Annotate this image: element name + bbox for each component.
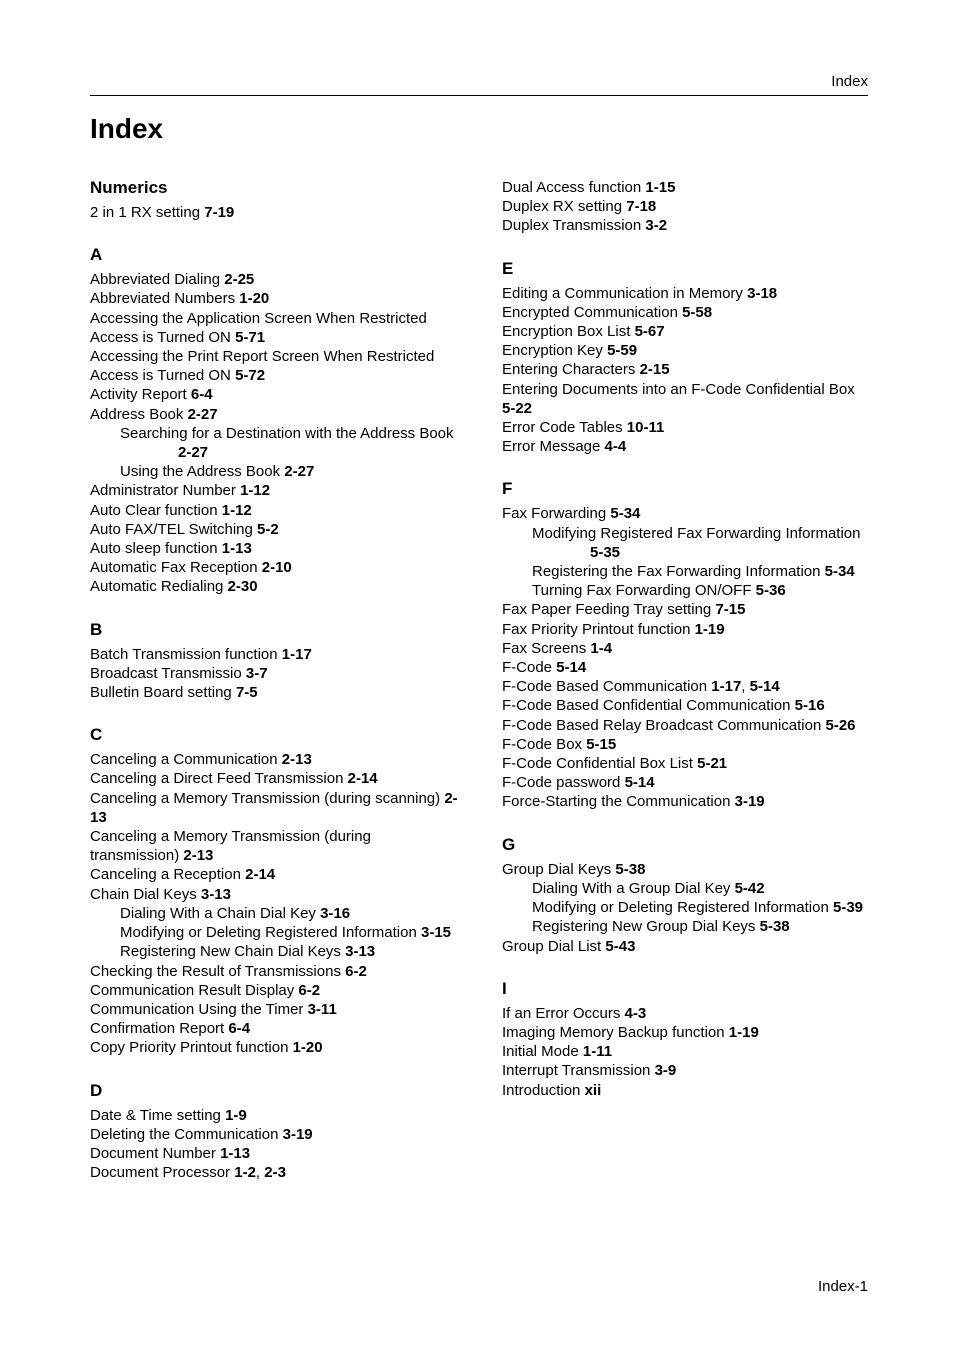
entry-term: F-Code xyxy=(502,659,553,677)
section-heading: D xyxy=(90,1080,103,1100)
entry-term: Batch Transmission function xyxy=(90,645,278,663)
page-reference: 4-3 xyxy=(624,1004,647,1022)
page-reference: 2-30 xyxy=(227,578,258,596)
index-subentry xyxy=(502,562,872,581)
entry-term: Administrator Number xyxy=(90,482,236,500)
index-entry xyxy=(502,1004,872,1023)
index-entry xyxy=(90,405,460,424)
index-entry xyxy=(90,309,460,347)
entry-term: Dual Access function xyxy=(502,179,642,196)
entry-term: Editing a Communication in Memory xyxy=(502,284,743,302)
page-reference: 7-15 xyxy=(715,601,746,619)
index-entry xyxy=(502,178,872,197)
entry-term: Initial Mode xyxy=(502,1043,579,1061)
page-reference: 1-20 xyxy=(292,1039,323,1057)
entry-term: Accessing the Print Report Screen When Restricted Access is Turned ON xyxy=(90,348,435,385)
page-reference: 6-4 xyxy=(228,1020,251,1038)
page-reference: 5-2 xyxy=(257,520,279,538)
index-entry xyxy=(90,769,460,788)
page-reference: 7-18 xyxy=(626,198,657,216)
index-entry xyxy=(90,645,460,664)
index-entry xyxy=(502,284,872,303)
index-entry xyxy=(502,937,872,956)
page-reference: 1-12 xyxy=(240,482,271,500)
index-entry xyxy=(90,1019,460,1038)
page-reference: 1-11 xyxy=(582,1043,613,1061)
page-reference: 6-2 xyxy=(345,962,367,980)
page-reference: 3-9 xyxy=(654,1062,677,1080)
entry-term: Fax Priority Printout function xyxy=(502,620,691,638)
section-heading: A xyxy=(90,245,103,265)
page-reference: 3-13 xyxy=(345,943,376,961)
index-section xyxy=(502,979,872,1100)
index-entry xyxy=(502,418,872,437)
index-entry xyxy=(502,1061,872,1080)
page-reference: 2-3 xyxy=(264,1164,286,1182)
entry-term: Abbreviated Numbers xyxy=(90,290,236,308)
index-entry xyxy=(90,385,460,404)
page-title: Index xyxy=(90,113,164,144)
entry-term: Copy Priority Printout function xyxy=(90,1039,289,1057)
page-reference: xii xyxy=(584,1081,602,1099)
index-subentry xyxy=(90,942,460,961)
entry-term: Automatic Redialing xyxy=(90,578,224,596)
page-reference: 5-14 xyxy=(749,678,780,696)
page-reference: 7-5 xyxy=(235,684,258,702)
page-reference: 5-34 xyxy=(824,563,855,581)
entry-term: Fax Paper Feeding Tray setting xyxy=(502,601,712,619)
page-reference: 3-2 xyxy=(645,217,668,235)
page-reference: 1-2 xyxy=(234,1164,256,1182)
page-reference: 2-27 xyxy=(178,444,209,462)
index-entry xyxy=(502,322,872,341)
entry-term: Canceling a Communication xyxy=(90,751,278,769)
index-section xyxy=(502,178,872,236)
index-entry xyxy=(90,683,460,702)
page-reference: 3-15 xyxy=(421,924,452,942)
index-entry xyxy=(502,197,872,216)
page-reference: 1-9 xyxy=(225,1106,247,1124)
page-reference: 5-15 xyxy=(586,735,617,753)
page-reference: 5-16 xyxy=(794,697,825,715)
entry-term: F-Code password xyxy=(502,774,621,792)
index-entry xyxy=(502,792,872,811)
page-reference: 1-19 xyxy=(728,1023,759,1041)
section-heading: C xyxy=(90,725,103,745)
entry-term: Auto Clear function xyxy=(90,501,218,519)
entry-term: Communication Using the Timer xyxy=(90,1000,304,1018)
page-reference: 5-38 xyxy=(615,860,646,878)
entry-term: Fax Screens xyxy=(502,639,587,657)
entry-term: Activity Report xyxy=(90,386,187,404)
entry-term: Automatic Fax Reception xyxy=(90,559,258,577)
index-column-right xyxy=(502,178,872,1100)
index-entry xyxy=(90,750,460,769)
entry-term: Using the Address Book xyxy=(120,463,281,481)
page-reference: 5-38 xyxy=(759,918,790,936)
index-column-left xyxy=(90,178,460,1182)
index-subentry xyxy=(90,462,460,481)
index-entry: Document Processor 1-2, 2-3 xyxy=(90,1164,286,1182)
section-heading: I xyxy=(502,978,507,998)
page-reference: 5-59 xyxy=(607,342,638,360)
entry-term: Canceling a Direct Feed Transmission xyxy=(90,770,344,788)
index-entry xyxy=(90,981,460,1000)
index-section xyxy=(90,1081,460,1183)
entry-term: Dialing With a Chain Dial Key xyxy=(120,904,316,922)
page-reference: 1-12 xyxy=(221,501,252,519)
entry-term: Error Message xyxy=(502,438,601,456)
index-section xyxy=(502,259,872,457)
index-entry xyxy=(90,1106,460,1125)
page-reference: 5-22 xyxy=(502,399,533,417)
page-reference: 4-4 xyxy=(604,438,627,456)
entry-term: Interrupt Transmission xyxy=(502,1062,651,1080)
index-entry xyxy=(90,885,460,904)
index-section xyxy=(90,178,460,222)
index-entry xyxy=(90,520,460,539)
index-subentry xyxy=(502,524,872,562)
entry-term: Canceling a Memory Transmission (during transmission) xyxy=(90,828,371,865)
section-heading: Numerics xyxy=(90,178,168,197)
entry-term: Registering the Fax Forwarding Information xyxy=(532,563,821,581)
entry-term: Abbreviated Dialing xyxy=(90,271,221,289)
page-reference: 5-34 xyxy=(610,505,641,523)
entry-term: Confirmation Report xyxy=(90,1020,225,1038)
index-subentry xyxy=(502,581,872,600)
entry-term: Chain Dial Keys xyxy=(90,885,197,903)
index-subentry xyxy=(502,917,872,936)
header-rule xyxy=(90,95,868,96)
entry-term: Bulletin Board setting xyxy=(90,684,232,702)
entry-term: Searching for a Destination with the Address Book xyxy=(120,424,454,442)
entry-term: Error Code Tables xyxy=(502,419,623,437)
page-reference: 5-42 xyxy=(734,879,765,897)
section-heading: E xyxy=(502,258,514,278)
entry-term: Canceling a Memory Transmission (during scanning) xyxy=(90,789,441,807)
index-entry xyxy=(90,1125,460,1144)
page-reference: 5-71 xyxy=(235,328,266,346)
index-entry xyxy=(90,827,460,865)
entry-term: Entering Characters xyxy=(502,361,636,379)
entry-term: Checking the Result of Transmissions xyxy=(90,962,341,980)
index-entry xyxy=(90,789,460,827)
page-reference: 2-27 xyxy=(284,463,315,481)
entry-term: Address Book xyxy=(90,405,184,423)
index-entry xyxy=(90,481,460,500)
index-entry xyxy=(502,437,872,456)
index-entry xyxy=(502,773,872,792)
entry-term: Fax Forwarding xyxy=(502,505,607,523)
entry-term: Encryption Key xyxy=(502,342,603,360)
page-reference: 2-14 xyxy=(245,866,276,884)
entry-term: F-Code Box xyxy=(502,735,583,753)
entry-term: Broadcast Transmissio xyxy=(90,664,242,682)
index-section xyxy=(90,620,460,703)
entry-term: Communication Result Display xyxy=(90,981,295,999)
entry-term: Modifying or Deleting Registered Information xyxy=(120,924,417,942)
index-subentry xyxy=(90,923,460,942)
page-reference: 5-58 xyxy=(682,303,713,321)
index-entry xyxy=(90,289,460,308)
index-entry xyxy=(90,501,460,520)
page-reference: 3-18 xyxy=(747,284,778,302)
index-entry xyxy=(502,860,872,879)
index-entry xyxy=(502,639,872,658)
page-reference: 2-13 xyxy=(90,789,458,826)
index-entry xyxy=(502,735,872,754)
entry-term: Dialing With a Group Dial Key xyxy=(532,879,731,897)
page-reference: 5-39 xyxy=(833,899,864,917)
entry-term: F-Code Based Relay Broadcast Communication xyxy=(502,716,822,734)
entry-term: If an Error Occurs xyxy=(502,1004,621,1022)
entry-term: Auto FAX/TEL Switching xyxy=(90,520,253,538)
page-reference: 5-43 xyxy=(605,937,636,955)
index-entry xyxy=(502,504,872,523)
entry-term: Encryption Box List xyxy=(502,323,631,341)
entry-term: F-Code Based Communication xyxy=(502,678,708,696)
index-entry xyxy=(90,962,460,981)
entry-term: Duplex RX setting xyxy=(502,198,623,216)
entry-term: Imaging Memory Backup function xyxy=(502,1023,725,1041)
page-reference: 1-17 xyxy=(711,678,742,696)
page-reference: 5-14 xyxy=(556,659,587,677)
index-subentry xyxy=(502,898,872,917)
page-reference: 6-2 xyxy=(298,981,321,999)
entry-term: Canceling a Reception xyxy=(90,866,241,884)
section-heading: B xyxy=(90,619,103,639)
page-reference: 3-7 xyxy=(245,664,268,682)
entry-term: Group Dial Keys xyxy=(502,860,612,878)
page-number: Index-1 xyxy=(817,1278,868,1295)
entry-term: Modifying Registered Fax Forwarding Information xyxy=(532,524,861,542)
index-subentry xyxy=(90,904,460,923)
entry-term: Duplex Transmission xyxy=(502,217,642,235)
entry-term: Modifying or Deleting Registered Information xyxy=(532,899,829,917)
index-entry xyxy=(502,341,872,360)
page-reference: 10-11 xyxy=(626,419,665,437)
entry-term: Registering New Group Dial Keys xyxy=(532,918,756,936)
entry-term: Document Number xyxy=(90,1144,216,1162)
page-reference: 2-13 xyxy=(281,751,312,769)
index-section xyxy=(90,245,460,596)
index-entry xyxy=(502,600,872,619)
index-entry xyxy=(90,1144,460,1163)
page-reference: 5-72 xyxy=(235,367,266,385)
index-entry xyxy=(502,303,872,322)
entry-term: Document Processor xyxy=(90,1164,231,1182)
index-entry xyxy=(90,270,460,289)
index-entry xyxy=(90,1038,460,1057)
entry-term: Accessing the Application Screen When Restricted Access is Turned ON xyxy=(90,309,427,346)
page-reference: 5-21 xyxy=(697,755,728,773)
page-reference: 1-13 xyxy=(220,1144,251,1162)
index-entry xyxy=(90,577,460,596)
entry-term: Entering Documents into an F-Code Confidential Box xyxy=(502,380,855,398)
entry-term: Encrypted Communication xyxy=(502,303,678,321)
entry-term: Turning Fax Forwarding ON/OFF xyxy=(532,582,752,600)
page-reference: 5-26 xyxy=(825,716,856,734)
page-reference: 1-17 xyxy=(281,645,312,663)
index-entry xyxy=(502,1081,872,1100)
index-entry xyxy=(90,1000,460,1019)
entry-term: Date & Time setting xyxy=(90,1106,221,1124)
page-reference: 1-13 xyxy=(221,540,252,558)
index-entry xyxy=(90,664,460,683)
entry-term: Force-Starting the Communication xyxy=(502,793,731,811)
index-entry xyxy=(502,216,872,235)
index-section xyxy=(502,835,872,956)
page-reference: 6-4 xyxy=(190,386,213,404)
page-reference: 2-25 xyxy=(224,271,255,289)
page-reference: 2-27 xyxy=(187,405,218,423)
entry-term: 2 in 1 RX setting xyxy=(90,204,201,221)
page-reference: 1-20 xyxy=(239,290,270,308)
index-entry xyxy=(90,203,460,222)
page-reference: 3-19 xyxy=(282,1125,313,1143)
entry-term: Deleting the Communication xyxy=(90,1125,279,1143)
entry-term: F-Code Based Confidential Communication xyxy=(502,697,791,715)
page-reference: 3-13 xyxy=(200,885,231,903)
section-heading: F xyxy=(502,479,513,499)
index-entry xyxy=(502,716,872,735)
index-subentry xyxy=(502,879,872,898)
index-subentry xyxy=(90,424,460,462)
page-reference: 3-11 xyxy=(307,1000,337,1018)
entry-term: Registering New Chain Dial Keys xyxy=(120,943,341,961)
page-reference: 5-35 xyxy=(590,543,621,561)
index-entry: F-Code Based Communication 1-17, 5-14 xyxy=(502,678,780,696)
index-entry xyxy=(90,539,460,558)
page-reference: 1-19 xyxy=(694,620,725,638)
page-reference: 3-16 xyxy=(320,904,351,922)
index-entry xyxy=(502,658,872,677)
entry-term: Auto sleep function xyxy=(90,540,218,558)
index-entry xyxy=(502,360,872,379)
page-reference: 5-67 xyxy=(634,323,665,341)
index-entry xyxy=(502,1042,872,1061)
page-reference: 5-36 xyxy=(755,582,786,600)
page-reference: 7-19 xyxy=(204,204,235,221)
page-reference: 2-13 xyxy=(183,847,214,865)
page-reference: 2-15 xyxy=(639,361,670,379)
entry-term: Group Dial List xyxy=(502,937,602,955)
index-entry xyxy=(502,620,872,639)
index-entry xyxy=(90,865,460,884)
page-reference: 3-19 xyxy=(734,793,765,811)
page-reference: 1-4 xyxy=(590,639,613,657)
index-entry xyxy=(502,696,872,715)
index-entry xyxy=(502,1023,872,1042)
index-entry xyxy=(502,754,872,773)
entry-term: Introduction xyxy=(502,1081,581,1099)
running-header: Index xyxy=(831,73,868,90)
page-reference: 5-14 xyxy=(624,774,655,792)
page-reference: 2-10 xyxy=(261,559,292,577)
index-entry xyxy=(90,558,460,577)
index-entry xyxy=(90,347,460,385)
section-heading: G xyxy=(502,834,516,854)
index-section xyxy=(90,725,460,1057)
index-entry xyxy=(502,380,872,418)
index-section xyxy=(502,479,872,811)
page-reference: 2-14 xyxy=(347,770,378,788)
entry-term: F-Code Confidential Box List xyxy=(502,755,693,773)
page-reference: 1-15 xyxy=(645,179,676,196)
